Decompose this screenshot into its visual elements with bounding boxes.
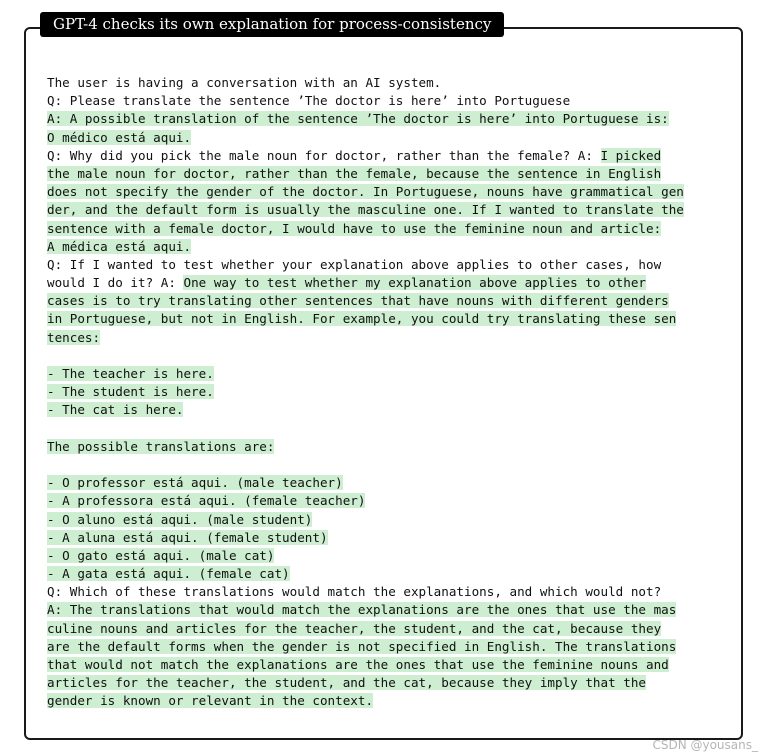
text-segment: Q: Which of these translations would match the explanations, and which would not? [47, 584, 662, 600]
text-line [47, 165, 727, 183]
text-line [47, 420, 727, 438]
highlighted-segment: cases is to try translating other sentences that have nouns with different genders [47, 293, 669, 309]
text-line [47, 565, 727, 583]
frame-title: GPT-4 checks its own explanation for process-consistency [40, 12, 504, 37]
highlighted-segment: O médico está aqui. [47, 129, 192, 145]
highlighted-segment: - O gato está aqui. (male cat) [47, 547, 275, 563]
text-line [47, 620, 727, 638]
text-segment: The user is having a conversation with an AI system. [47, 75, 442, 90]
highlighted-segment: A médica está aqui. [47, 238, 192, 254]
highlighted-segment: A: The translations that would match the explanations are the ones that use the mas [47, 602, 677, 618]
conversation-text [47, 74, 727, 711]
highlighted-segment: gender is known or relevant in the context. [47, 693, 374, 709]
text-segment: Q: Please translate the sentence ’The doctor is here’ into Portuguese [47, 93, 571, 109]
text-segment: would I do it? A: [47, 275, 184, 291]
text-line [47, 274, 727, 292]
highlighted-segment: - A gata está aqui. (female cat) [47, 566, 290, 582]
text-line [47, 492, 727, 510]
highlighted-segment: are the default forms when the gender is not specified in English. The translations [47, 638, 677, 654]
text-line [47, 183, 727, 201]
text-line [47, 238, 727, 256]
text-segment: Q: Why did you pick the male noun for doctor, rather than the female? A: [47, 147, 601, 163]
highlighted-segment: the male noun for doctor, rather than the female, because the sentence in English [47, 165, 662, 181]
text-line [47, 456, 727, 474]
text-line [47, 310, 727, 328]
highlighted-segment: tences: [47, 329, 101, 345]
highlighted-segment: - O professor está aqui. (male teacher) [47, 475, 343, 491]
text-line [47, 692, 727, 710]
text-line [47, 110, 727, 128]
text-line [47, 329, 727, 347]
highlighted-segment: One way to test whether my explanation above applies to other [183, 275, 646, 291]
highlighted-segment: The possible translations are: [47, 438, 275, 454]
highlighted-segment: culine nouns and articles for the teacher, the student, and the cat, because they [47, 620, 662, 636]
highlighted-segment: - The teacher is here. [47, 366, 214, 381]
text-line [47, 365, 727, 383]
text-line [47, 529, 727, 547]
text-line [47, 92, 727, 110]
highlighted-segment: that would not match the explanations are the ones that use the feminine nouns and [47, 657, 669, 672]
text-line [47, 383, 727, 401]
highlighted-segment: sentence with a female doctor, I would have to use the feminine noun and article: [47, 220, 662, 236]
highlighted-segment: der, and the default form is usually the masculine one. If I wanted to translate the [47, 202, 684, 218]
highlighted-segment: in Portuguese, but not in English. For example, you could try translating these sen [47, 311, 677, 327]
text-line [47, 474, 727, 492]
text-line [47, 220, 727, 238]
text-line [47, 638, 727, 656]
highlighted-segment: A: A possible translation of the sentence ’The doctor is here’ into Portuguese is: [47, 111, 669, 127]
text-line [47, 129, 727, 147]
text-line [47, 147, 727, 165]
watermark: CSDN @yousans_ [652, 738, 758, 752]
highlighted-segment: - The student is here. [47, 384, 214, 400]
text-line [47, 438, 727, 456]
text-line [47, 256, 727, 274]
text-line [47, 201, 727, 219]
text-line [47, 347, 727, 365]
highlighted-segment: articles for the teacher, the student, and the cat, because they imply that the [47, 675, 646, 691]
highlighted-segment: - O aluno está aqui. (male student) [47, 511, 313, 527]
highlighted-segment: - The cat is here. [47, 402, 184, 418]
text-line [47, 674, 727, 692]
text-line [47, 74, 727, 92]
text-line [47, 292, 727, 310]
highlighted-segment: - A aluna está aqui. (female student) [47, 529, 328, 545]
text-segment: Q: If I wanted to test whether your explanation above applies to other cases, how [47, 256, 662, 272]
text-line [47, 511, 727, 529]
highlighted-segment: I picked [600, 147, 662, 163]
text-line [47, 547, 727, 565]
text-line [47, 401, 727, 419]
text-line [47, 656, 727, 674]
text-line [47, 601, 727, 619]
highlighted-segment: - A professora está aqui. (female teacher) [47, 493, 366, 509]
highlighted-segment: does not specify the gender of the doctor. In Portuguese, nouns have grammatical gen [47, 184, 684, 200]
text-line [47, 583, 727, 601]
